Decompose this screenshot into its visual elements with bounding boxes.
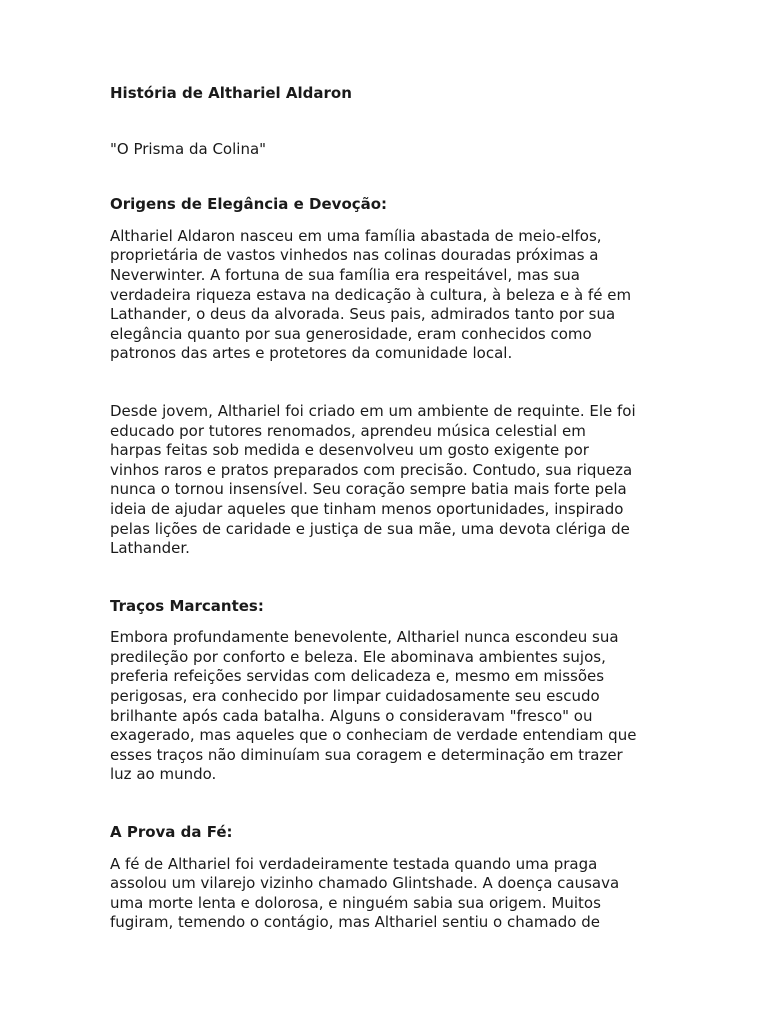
paragraph-line: pelas lições de caridade e justiça de sua mãe, uma devota clériga de [110, 519, 630, 538]
paragraph-line: brilhante após cada batalha. Alguns o consideravam "fresco" ou [110, 706, 593, 725]
paragraph-line: Lathander, o deus da alvorada. Seus pais, admirados tanto por sua [110, 305, 616, 324]
paragraph-line: predileção por conforto e beleza. Ele abominava ambientes sujos, [110, 647, 606, 666]
paragraph-line: exagerado, mas aqueles que o conheciam de verdade entendiam que [110, 726, 637, 745]
paragraph-line: perigosas, era conhecido por limpar cuidadosamente seu escudo [110, 687, 600, 706]
section-heading-origens: Origens de Elegância e Devoção: [110, 195, 388, 214]
paragraph-line: patronos das artes e protetores da comunidade local. [110, 344, 513, 363]
paragraph [110, 855, 670, 933]
paragraph-line: luz ao mundo. [110, 765, 217, 784]
section-heading-prova: A Prova da Fé: [110, 823, 233, 842]
paragraph-line: vinhos raros e pratos preparados com precisão. Contudo, sua riqueza [110, 460, 633, 479]
paragraph-line: Neverwinter. A fortuna de sua família era respeitável, mas sua [110, 265, 580, 284]
paragraph-line: verdadeira riqueza estava na dedicação à cultura, à beleza e à fé em [110, 285, 632, 304]
paragraph-line: elegância quanto por sua generosidade, eram conhecidos como [110, 324, 592, 343]
paragraph-line: proprietária de vastos vinhedos nas colinas douradas próximas a [110, 246, 599, 265]
paragraph [110, 402, 670, 559]
paragraph-line: uma morte lenta e dolorosa, e ninguém sabia sua origem. Muitos [110, 893, 601, 912]
paragraph-line: assolou um vilarejo vizinho chamado Glintshade. A doença causava [110, 874, 620, 893]
paragraph-line: fugiram, temendo o contágio, mas Althariel sentiu o chamado de [110, 913, 600, 932]
paragraph-line: preferia refeições servidas com delicadeza e, mesmo em missões [110, 667, 605, 686]
paragraph-line: A fé de Althariel foi verdadeiramente testada quando uma praga [110, 854, 598, 873]
paragraph [110, 227, 670, 364]
paragraph-line: nunca o tornou insensível. Seu coração sempre batia mais forte pela [110, 480, 627, 499]
paragraph-line: esses traços não diminuíam sua coragem e determinação em trazer [110, 745, 623, 764]
document-title: História de Althariel Aldaron [110, 84, 352, 102]
paragraph [110, 628, 670, 785]
paragraph-line: Embora profundamente benevolente, Althariel nunca escondeu sua [110, 628, 619, 647]
document-subtitle: "O Prisma da Colina" [110, 139, 267, 158]
paragraph-line: harpas feitas sob medida e desenvolveu um gosto exigente por [110, 441, 589, 460]
paragraph-line: educado por tutores renomados, aprendeu música celestial em [110, 421, 586, 440]
paragraph-line: ideia de ajudar aqueles que tinham menos oportunidades, inspirado [110, 499, 624, 518]
paragraph-line: Althariel Aldaron nasceu em uma família abastada de meio-elfos, [110, 226, 602, 245]
document-page [110, 84, 670, 933]
paragraph-line: Desde jovem, Althariel foi criado em um ambiente de requinte. Ele foi [110, 401, 636, 420]
section-heading-tracos: Traços Marcantes: [110, 596, 264, 615]
paragraph-line: Lathander. [110, 539, 190, 558]
